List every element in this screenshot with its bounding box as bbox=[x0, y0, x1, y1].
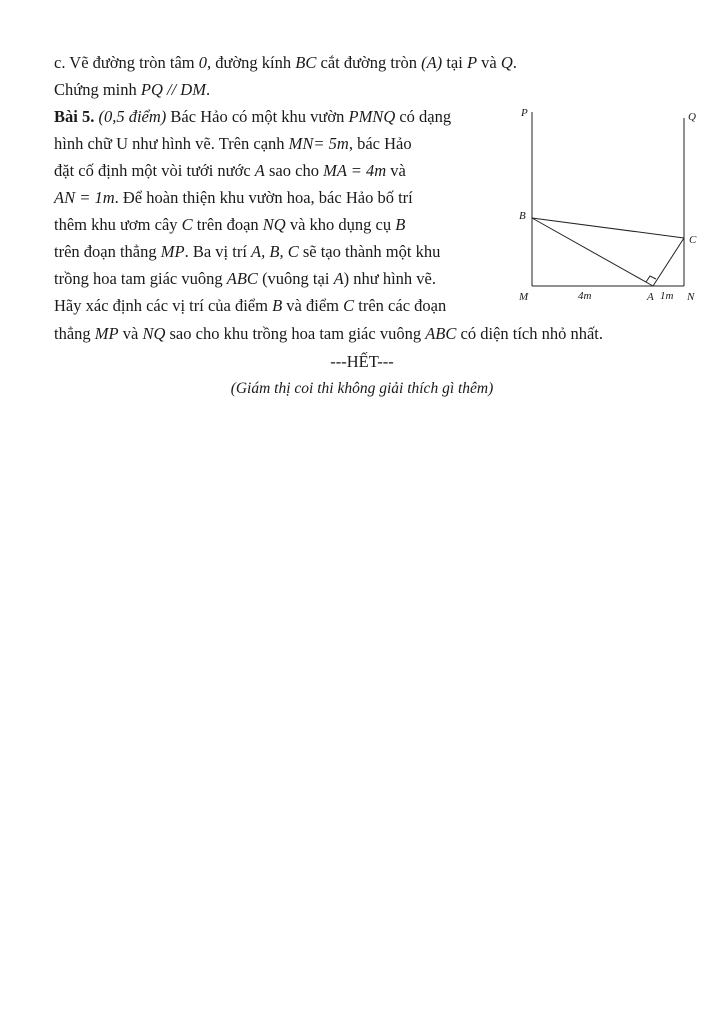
math-text: C bbox=[343, 296, 355, 315]
text: . Để hoàn thiện khu vườn hoa, bác Hảo bố trí bbox=[114, 188, 413, 207]
text: cắt đường tròn bbox=[316, 53, 422, 72]
math-text: AN = 1m bbox=[54, 188, 115, 207]
math-text: MP bbox=[94, 324, 119, 343]
text: trồng hoa tam giác vuông bbox=[54, 269, 227, 288]
bai5-line-5 bbox=[54, 214, 405, 236]
math-text: A bbox=[254, 161, 265, 180]
segment-AC bbox=[653, 238, 684, 286]
math-text: PQ // DM bbox=[140, 80, 206, 99]
math-text: BC bbox=[295, 53, 317, 72]
text: , bác Hảo bbox=[348, 134, 412, 153]
math-text: PMNQ bbox=[348, 107, 396, 126]
text: Hãy xác định các vị trí của điểm bbox=[54, 296, 273, 315]
math-text: P bbox=[466, 53, 478, 72]
math-text: ABC bbox=[425, 324, 457, 343]
bai5-line-1 bbox=[54, 106, 451, 128]
text: . bbox=[512, 53, 517, 72]
figure-lines bbox=[532, 112, 684, 286]
text: trên đoạn bbox=[192, 215, 263, 234]
text: trên đoạn thẳng bbox=[54, 242, 161, 261]
math-text: MP bbox=[160, 242, 185, 261]
text: ) như hình vẽ. bbox=[343, 269, 437, 288]
label-P: P bbox=[521, 107, 528, 119]
text: và kho dụng cụ bbox=[285, 215, 396, 234]
garden-figure bbox=[512, 104, 712, 304]
text: trên các đoạn bbox=[354, 296, 447, 315]
math-text: NQ bbox=[142, 324, 166, 343]
part-c-line-1 bbox=[54, 52, 517, 74]
bai5-line-9 bbox=[54, 323, 603, 345]
bai5-line-6 bbox=[54, 241, 440, 263]
label-B: B bbox=[519, 210, 526, 222]
text: đặt cố định một vòi tưới nước bbox=[54, 161, 255, 180]
text: và bbox=[118, 324, 143, 343]
label-M: M bbox=[519, 291, 529, 303]
text: . Ba vị trí bbox=[184, 242, 252, 261]
footer-note: (Giám thị coi thi không giải thích gì thêm) bbox=[230, 380, 494, 397]
problem-title: Bài 5. bbox=[54, 107, 95, 126]
text: hình chữ U như hình vẽ. Trên cạnh bbox=[54, 134, 289, 153]
label-MA-length: 4m bbox=[578, 290, 592, 302]
bai5-line-3 bbox=[54, 160, 406, 182]
text: , đường kính bbox=[207, 53, 296, 72]
text: có diện tích nhỏ nhất. bbox=[456, 324, 604, 343]
label-A: A bbox=[647, 291, 654, 303]
text: có dạng bbox=[395, 107, 452, 126]
text: thêm khu ươm cây bbox=[54, 215, 182, 234]
text: (vuông tại bbox=[257, 269, 334, 288]
label-Q: Q bbox=[688, 111, 696, 123]
math-text: A, B, C bbox=[251, 242, 299, 261]
text: Bác Hảo có một khu vườn bbox=[166, 107, 349, 126]
math-text: MN= 5m bbox=[288, 134, 349, 153]
math-text: (A) bbox=[421, 53, 443, 72]
text: thẳng bbox=[54, 324, 95, 343]
part-c-line-2 bbox=[54, 79, 210, 101]
bai5-line-2 bbox=[54, 133, 412, 155]
text: và điểm bbox=[282, 296, 344, 315]
math-text: NQ bbox=[262, 215, 286, 234]
text: Chứng minh bbox=[54, 80, 141, 99]
bai5-line-7 bbox=[54, 268, 436, 290]
text: và bbox=[386, 161, 406, 180]
text: và bbox=[477, 53, 501, 72]
label-AN-length: 1m bbox=[660, 290, 674, 302]
math-text: MA = 4m bbox=[323, 161, 387, 180]
math-text: B bbox=[395, 215, 406, 234]
segment-BC bbox=[532, 218, 684, 238]
math-text: C bbox=[181, 215, 193, 234]
right-angle-mark bbox=[646, 276, 656, 282]
text: tại bbox=[442, 53, 467, 72]
math-text: 0 bbox=[198, 53, 208, 72]
math-text: Q bbox=[500, 53, 513, 72]
text: sẽ tạo thành một khu bbox=[298, 242, 441, 261]
text: . bbox=[205, 80, 211, 99]
label-N: N bbox=[687, 291, 695, 303]
text: c. Vẽ đường tròn tâm bbox=[54, 53, 199, 72]
bai5-line-8 bbox=[54, 295, 446, 317]
text: sao cho bbox=[264, 161, 324, 180]
problem-points: (0,5 điểm) bbox=[98, 107, 167, 126]
segment-BA bbox=[532, 218, 653, 286]
text: sao cho khu trồng hoa tam giác vuông bbox=[165, 324, 426, 343]
math-text: B bbox=[272, 296, 283, 315]
label-C: C bbox=[689, 234, 697, 246]
math-text: A bbox=[333, 269, 344, 288]
end-mark: ---HẾT--- bbox=[330, 352, 394, 371]
math-text: ABC bbox=[226, 269, 258, 288]
bai5-line-4 bbox=[54, 187, 413, 209]
